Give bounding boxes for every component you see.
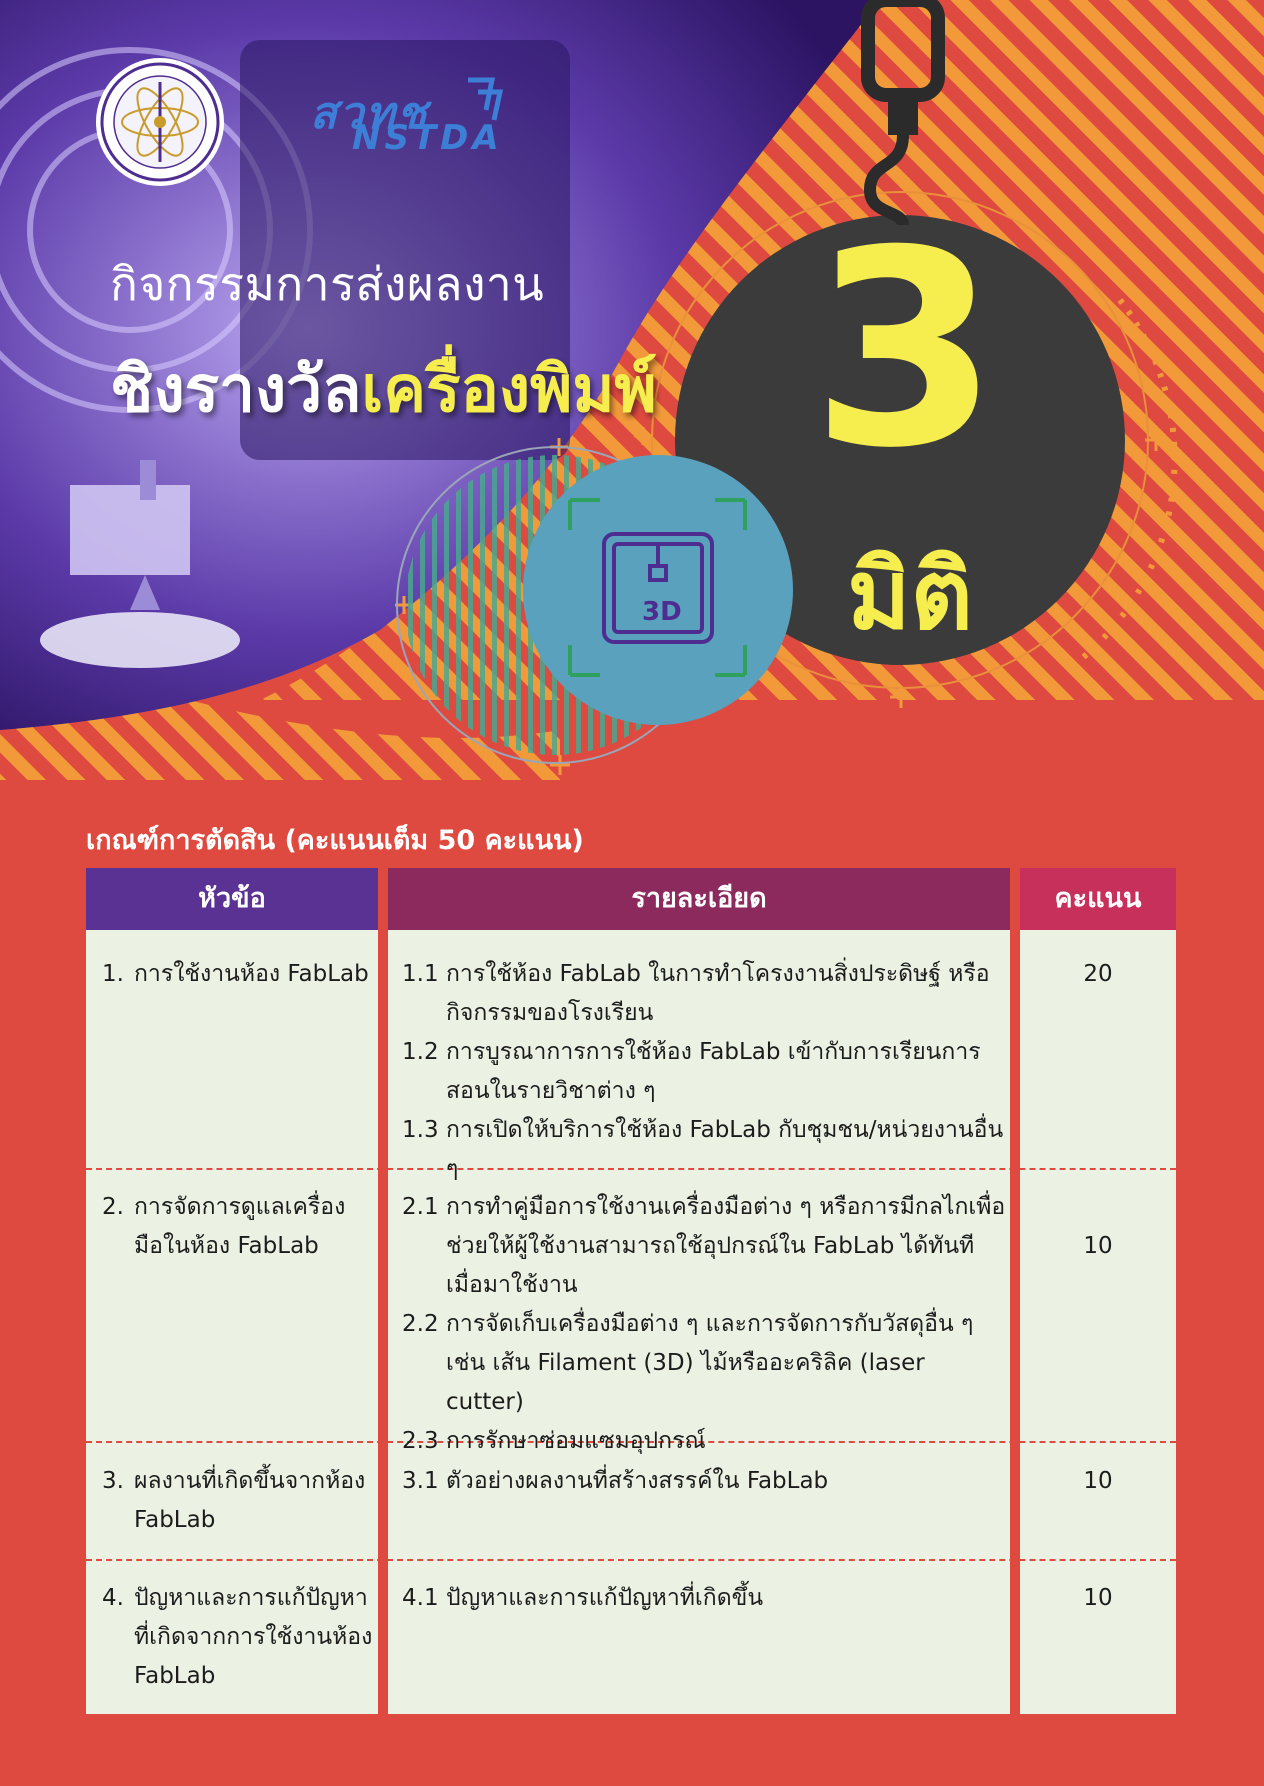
table-row-detail — [402, 955, 1006, 1189]
table-row-topic — [102, 1579, 374, 1696]
detail-item — [402, 1033, 1006, 1111]
detail-number: 2.2 — [402, 1311, 439, 1337]
detail-text: ปัญหาและการแก้ปัญหาที่เกิดขึ้น — [446, 1585, 764, 1611]
detail-text: การใช้ห้อง FabLab ในการทำโครงงานสิ่งประดิษฐ์ หรือกิจกรรมของโรงเรียน — [446, 961, 990, 1026]
svg-text:3D: 3D — [642, 597, 682, 627]
detail-item — [402, 1422, 1006, 1461]
nstda-thai-logotype: สวทช — [310, 88, 429, 139]
detail-item — [402, 1305, 1006, 1422]
detail-text: การเปิดให้บริการใช้ห้อง FabLab กับชุมชน/หน่วยงานอื่น ๆ — [446, 1117, 1004, 1182]
table-row-detail — [402, 1188, 1006, 1461]
big-word: มิติ — [847, 539, 973, 651]
detail-text: การทำคู่มือการใช้งานเครื่องมือต่าง ๆ หรือการมีกลไกเพื่อช่วยให้ผู้ใช้งานสามารถใช้อุปกรณ์ใน FabLab ได้ทันทีเมื่อมาใช้งาน — [446, 1194, 1006, 1298]
ministry-seal-icon — [96, 58, 224, 186]
table-row-detail — [402, 1579, 1006, 1618]
table-row-detail — [402, 1462, 1006, 1501]
table-row-topic — [102, 955, 374, 994]
score-value: 10 — [1083, 1585, 1113, 1611]
subtitle: กิจกรรมการส่งผลงาน — [110, 257, 545, 311]
row-number: 2. — [102, 1194, 124, 1220]
score-value: 20 — [1083, 961, 1113, 987]
row-divider — [86, 1559, 1176, 1561]
detail-text: การบูรณาการการใช้ห้อง FabLab เข้ากับการเรียนการสอนในรายวิชาต่าง ๆ — [446, 1039, 981, 1104]
topic-header: หัวข้อ — [86, 868, 378, 930]
nstda-english-logotype: NSTDA — [352, 118, 503, 158]
detail-number: 2.3 — [402, 1428, 439, 1454]
detail-item — [402, 955, 1006, 1033]
topic-text: ปัญหาและการแก้ปัญหาที่เกิดจากการใช้งานห้อง FabLab — [134, 1585, 373, 1689]
detail-header: รายละเอียด — [388, 868, 1010, 930]
big-number: 3 — [811, 192, 999, 507]
detail-item — [402, 1579, 1006, 1618]
detail-number: 1.3 — [402, 1117, 439, 1143]
row-number: 3. — [102, 1468, 124, 1494]
detail-item — [402, 1462, 1006, 1501]
topic-text: ผลงานที่เกิดขึ้นจากห้อง FabLab — [134, 1468, 366, 1533]
score-value: 10 — [1083, 1233, 1113, 1259]
detail-number: 1.2 — [402, 1039, 439, 1065]
topic-text: การจัดการดูแลเครื่องมือในห้อง FabLab — [134, 1194, 346, 1259]
table-row-topic — [102, 1462, 374, 1540]
detail-text: ตัวอย่างผลงานที่สร้างสรรค์ใน FabLab — [446, 1468, 829, 1494]
detail-item — [402, 1111, 1006, 1189]
detail-item — [402, 1188, 1006, 1305]
table-row-topic — [102, 1188, 374, 1266]
score-header: คะแนน — [1020, 868, 1176, 930]
detail-number: 3.1 — [402, 1468, 439, 1494]
title-part-white: ชิงรางวัล — [110, 353, 362, 427]
detail-number: 2.1 — [402, 1194, 439, 1220]
title-part-yellow: เครื่องพิมพ์ — [361, 353, 657, 427]
page-title — [110, 338, 657, 440]
row-number: 1. — [102, 961, 124, 987]
detail-text: การจัดเก็บเครื่องมือต่าง ๆ และการจัดการกับวัสดุอื่น ๆ เช่น เส้น Filament (3D) ไม้หรืออะคริลิค (laser cutter) — [446, 1311, 974, 1415]
row-number: 4. — [102, 1585, 124, 1611]
score-value: 10 — [1083, 1468, 1113, 1494]
detail-number: 4.1 — [402, 1585, 439, 1611]
topic-text: การใช้งานห้อง FabLab — [134, 961, 369, 987]
detail-text: การรักษาซ่อมแซมอุปกรณ์ — [446, 1428, 706, 1454]
criteria-heading: เกณฑ์การตัดสิน (คะแนนเต็ม 50 คะแนน) — [86, 825, 584, 856]
detail-number: 1.1 — [402, 961, 439, 987]
